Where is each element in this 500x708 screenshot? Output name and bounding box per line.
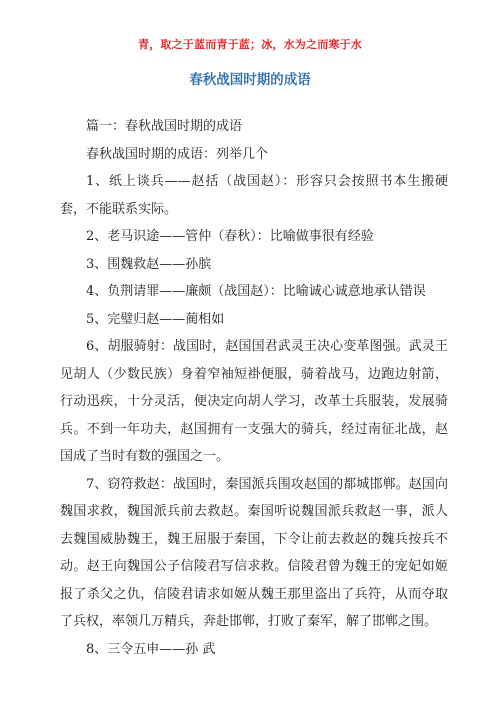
paragraph: 7、窃符救赵：战国时，秦国派兵围攻赵国的都城邯郸。赵国向魏国求救，魏国派兵前去救赵。秦国听说魏国派兵救赵一事，派人去魏国威胁魏王，魏王屈服于秦国，下令让前去救赵的魏兵按兵不动。赵王向魏国公子信陵君写信求救。信陵君曾为魏王的宠妃如姬报了杀父之仇，信陵君请求如姬从魏王那里盗出了兵符，从而夺取了兵权，率领几万精兵，奔赴邯郸，打败了秦军，解了邯郸之围。 — [60, 476, 448, 629]
paragraph: 4、负荆请罪——廉颇（战国赵）：比喻诚心诚意地承认错误 — [86, 284, 426, 299]
paragraph: 3、围魏救赵——孙膑 — [86, 256, 212, 272]
paragraph: 2、老马识途——管仲（春秋）：比喻做事很有经验 — [86, 229, 374, 244]
document-title: 春秋战国时期的成语 — [189, 72, 311, 88]
paragraph: 1、纸上谈兵——赵括（战国赵）：形容只会按照书本生搬硬套，不能联系实际。 — [60, 174, 448, 217]
paragraph: 5、完璧归赵——蔺相如 — [86, 311, 225, 327]
paragraph: 6、胡服骑射：战国时，赵国国君武灵王决心变革图强。武灵王见胡人（少数民族）身着窄袖短褂便服，骑着战马，边跑边射箭，行动迅疾，十分灵活，便决定向胡人学习，改革士兵服装，发展骑兵。不到一年功夫，赵国拥有一支强大的骑兵，经过南征北战，赵国成了当时有数的强国之一。 — [60, 339, 448, 464]
paragraph: 8、三令五申——孙 武 — [86, 641, 216, 657]
document-body — [60, 113, 448, 663]
paragraph: 篇一：春秋战国时期的成语 — [86, 119, 243, 134]
paragraph: 春秋战国时期的成语：列举几个 — [86, 146, 269, 162]
header-motto: 青，取之于蓝而青于蓝；冰，水为之而寒于水 — [138, 38, 362, 51]
